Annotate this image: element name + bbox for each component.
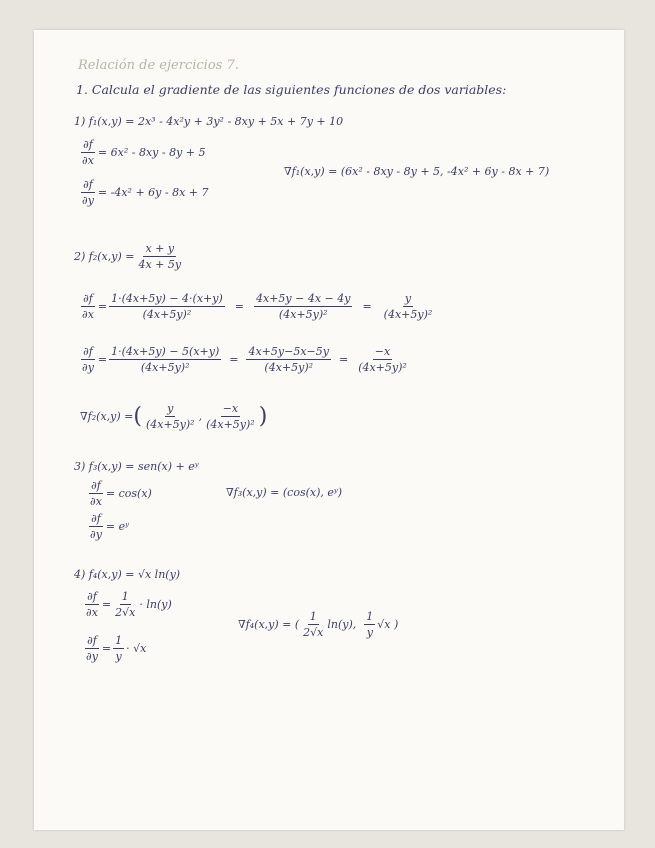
ex2-dy-step3: $\frac{-x}{\text{(4x+5y)²}}$: [358, 345, 407, 374]
ex1-partial-x: [78, 138, 206, 167]
ex3-dx-symbol: $\frac{\partial f}{\partial x}$: [90, 479, 102, 508]
ex4-dy-fraction: $\frac{1}{y}$: [115, 634, 123, 663]
ex2-function: 2) f₂(x,y) = $\frac{x + y}{4x + 5y}$: [74, 242, 182, 271]
ex1-dy-result: = -4x² + 6y - 8x + 7: [97, 186, 209, 199]
ex2-grad-component-y: $\frac{-x}{\text{(4x+5y)²}}$: [206, 402, 255, 431]
show-through-background: [414, 70, 624, 790]
ex2-dx-step1: $\frac{1\cdot(4x+5y) - 4\cdot(x+y)}{\text{(4x+5y)²}}$: [111, 292, 223, 321]
ex4-partial-x: $\frac{\partial f}{\partial x}$ = $\frac{1}{2√x}$ · ln(y): [86, 590, 172, 619]
ex2-gradient: ∇f₂(x,y) = ( $\frac{y}{\text{(4x+5y)²}}$ , $\frac{-x}{\text{(4x+5y)²}}$ ): [80, 402, 268, 431]
ex3-partial-y: [86, 512, 129, 541]
ex2-dx-symbol: $\frac{\partial f}{\partial x}$: [82, 292, 94, 321]
ex4-function: 4) f₄(x,y) = √x ln(y): [74, 568, 181, 581]
ex3-dy-symbol: $\frac{\partial f}{\partial y}$: [90, 512, 102, 541]
ex2-function-fraction: $\frac{x + y}{4x + 5y}$: [138, 242, 182, 271]
ex3-gradient: ∇f₃(x,y) = (cos(x), eʸ): [226, 486, 343, 499]
ex4-grad-component-x-coef: $\frac{1}{2√x}$: [303, 610, 324, 639]
ex2-dx-step2: $\frac{4x+5y - 4x - 4y}{\text{(4x+5y)²}}$: [255, 292, 351, 321]
ex2-dy-step1: $\frac{1\cdot(4x+5y) - 5(x+y)}{\text{(4x+5y)²}}$: [111, 345, 220, 374]
ex2-dy-step2: $\frac{4x+5y-5x-5y}{\text{(4x+5y)²}}$: [248, 345, 329, 374]
ex1-dy-symbol: $\frac{\partial f}{\partial y}$: [82, 178, 94, 207]
ex4-grad-component-y-coef: $\frac{1}{y}$: [366, 610, 374, 639]
ex1-partial-y: [78, 178, 209, 207]
ex2-partial-x: $\frac{\partial f}{\partial x}$ = $\frac{1\cdot(4x+5y) - 4\cdot(x+y)}{\text{(4x+5y)²}}$ = $\frac{4x+5y - 4x - 4y}{\text{(4x+5y)²}}$ = $\frac{y}{\text{(4x+5y)²}}$: [82, 292, 433, 321]
ex1-dx-result: = 6x² - 8xy - 8y + 5: [97, 146, 206, 159]
notebook-page: [34, 30, 624, 830]
ex2-grad-component-x: $\frac{y}{\text{(4x+5y)²}}$: [145, 402, 195, 431]
ex4-partial-y: $\frac{\partial f}{\partial y}$ = $\frac{1}{y}$ · √x: [86, 634, 147, 663]
document-title: Relación de ejercicios 7.: [78, 58, 239, 73]
ex4-dy-symbol: $\frac{\partial f}{\partial y}$: [86, 634, 98, 663]
ex2-dy-symbol: $\frac{\partial f}{\partial y}$: [82, 345, 94, 374]
ex4-gradient: ∇f₄(x,y) = ( $\frac{1}{2√x}$ ln(y), $\frac{1}{y}$ √x ): [238, 610, 399, 639]
ex3-function: 3) f₃(x,y) = sen(x) + eʸ: [74, 460, 199, 473]
ex1-gradient: ∇f₁(x,y) = (6x² - 8xy - 8y + 5, -4x² + 6y - 8x + 7): [284, 165, 550, 178]
ex4-dx-fraction: $\frac{1}{2√x}$: [115, 590, 136, 619]
ex1-dx-symbol: $\frac{\partial f}{\partial x}$: [82, 138, 94, 167]
exercise-instruction: 1. Calcula el gradiente de las siguientes funciones de dos variables:: [76, 82, 507, 97]
ex3-dx-result: = cos(x): [105, 487, 152, 500]
ex4-dx-symbol: $\frac{\partial f}{\partial x}$: [86, 590, 98, 619]
ex2-partial-y: $\frac{\partial f}{\partial y}$ = $\frac{1\cdot(4x+5y) - 5(x+y)}{\text{(4x+5y)²}}$ = $\frac{4x+5y-5x-5y}{\text{(4x+5y)²}}$ = $\frac{-x}{\text{(4x+5y)²}}$: [82, 345, 407, 374]
ex3-dy-result: = eʸ: [105, 520, 130, 533]
ex1-function: 1) f₁(x,y) = 2x³ - 4x²y + 3y² - 8xy + 5x + 7y + 10: [74, 115, 344, 128]
ex2-dx-step3: $\frac{y}{\text{(4x+5y)²}}$: [383, 292, 433, 321]
ex3-partial-x: [86, 479, 152, 508]
